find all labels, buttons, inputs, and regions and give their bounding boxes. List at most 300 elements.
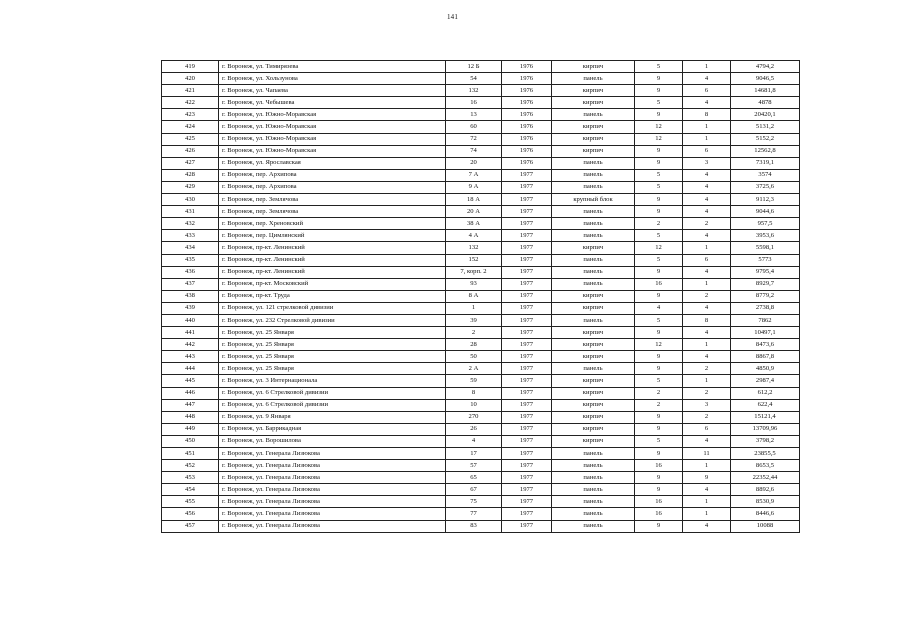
table-row [162, 435, 800, 447]
house-number-cell: 59 [446, 375, 502, 387]
address-cell: г. Воронеж, ул. Баррикадная [219, 423, 446, 435]
row-number-cell: 446 [162, 387, 219, 399]
total-area-cell: 13709,96 [731, 423, 800, 435]
wall-material-cell: кирпич [552, 97, 635, 109]
total-area-cell: 20420,1 [731, 109, 800, 121]
floors-cell: 4 [635, 302, 683, 314]
build-year-cell: 1977 [502, 435, 552, 447]
floors-cell: 2 [635, 387, 683, 399]
floors-cell: 2 [635, 399, 683, 411]
address-cell: г. Воронеж, ул. 9 Января [219, 411, 446, 423]
floors-cell: 12 [635, 133, 683, 145]
page-number: 141 [446, 13, 459, 21]
floors-cell: 9 [635, 484, 683, 496]
floors-cell: 9 [635, 411, 683, 423]
entrances-cell: 1 [683, 375, 731, 387]
house-number-cell: 75 [446, 496, 502, 508]
house-number-cell: 13 [446, 109, 502, 121]
table-row [162, 290, 800, 302]
wall-material-cell: панель [552, 448, 635, 460]
floors-cell: 5 [635, 254, 683, 266]
build-year-cell: 1977 [502, 254, 552, 266]
address-cell: г. Воронеж, пр-кт. Труда [219, 290, 446, 302]
entrances-cell: 1 [683, 278, 731, 290]
house-number-cell: 17 [446, 448, 502, 460]
table-row [162, 266, 800, 278]
total-area-cell: 2987,4 [731, 375, 800, 387]
housing-registry-table [161, 60, 800, 533]
build-year-cell: 1977 [502, 399, 552, 411]
house-number-cell: 54 [446, 73, 502, 85]
floors-cell: 5 [635, 375, 683, 387]
row-number-cell: 434 [162, 242, 219, 254]
total-area-cell: 15121,4 [731, 411, 800, 423]
house-number-cell: 8 [446, 387, 502, 399]
table-row [162, 85, 800, 97]
total-area-cell: 8779,2 [731, 290, 800, 302]
build-year-cell: 1977 [502, 266, 552, 278]
build-year-cell: 1976 [502, 97, 552, 109]
wall-material-cell: панель [552, 472, 635, 484]
address-cell: г. Воронеж, ул. 3 Интернационала [219, 375, 446, 387]
address-cell: г. Воронеж, ул. Хользунова [219, 73, 446, 85]
house-number-cell: 57 [446, 460, 502, 472]
address-cell: г. Воронеж, пер. Цимлянский [219, 230, 446, 242]
total-area-cell: 5598,1 [731, 242, 800, 254]
house-number-cell: 20 А [446, 206, 502, 218]
address-cell: г. Воронеж, ул. Чебышева [219, 97, 446, 109]
address-cell: г. Воронеж, ул. 25 Января [219, 351, 446, 363]
house-number-cell: 4 [446, 435, 502, 447]
table-row [162, 363, 800, 375]
floors-cell: 16 [635, 278, 683, 290]
total-area-cell: 10497,1 [731, 327, 800, 339]
build-year-cell: 1977 [502, 387, 552, 399]
total-area-cell: 5152,2 [731, 133, 800, 145]
build-year-cell: 1977 [502, 314, 552, 326]
address-cell: г. Воронеж, ул. Генерала Лизюкова [219, 448, 446, 460]
table-row [162, 302, 800, 314]
house-number-cell: 132 [446, 242, 502, 254]
house-number-cell: 1 [446, 302, 502, 314]
table-row [162, 169, 800, 181]
entrances-cell: 11 [683, 448, 731, 460]
entrances-cell: 4 [683, 230, 731, 242]
table-row [162, 242, 800, 254]
row-number-cell: 450 [162, 435, 219, 447]
row-number-cell: 428 [162, 169, 219, 181]
house-number-cell: 28 [446, 339, 502, 351]
wall-material-cell: кирпич [552, 133, 635, 145]
row-number-cell: 440 [162, 314, 219, 326]
entrances-cell: 2 [683, 387, 731, 399]
address-cell: г. Воронеж, ул. Южно-Моравская [219, 145, 446, 157]
address-cell: г. Воронеж, ул. 25 Января [219, 363, 446, 375]
house-number-cell: 60 [446, 121, 502, 133]
build-year-cell: 1977 [502, 363, 552, 375]
build-year-cell: 1977 [502, 206, 552, 218]
total-area-cell: 9795,4 [731, 266, 800, 278]
house-number-cell: 67 [446, 484, 502, 496]
address-cell: г. Воронеж, ул. Генерала Лизюкова [219, 484, 446, 496]
entrances-cell: 1 [683, 61, 731, 73]
floors-cell: 9 [635, 290, 683, 302]
row-number-cell: 423 [162, 109, 219, 121]
total-area-cell: 3798,2 [731, 435, 800, 447]
table-row [162, 97, 800, 109]
row-number-cell: 433 [162, 230, 219, 242]
entrances-cell: 4 [683, 351, 731, 363]
table-row [162, 460, 800, 472]
floors-cell: 9 [635, 520, 683, 532]
floors-cell: 9 [635, 448, 683, 460]
total-area-cell: 3574 [731, 169, 800, 181]
build-year-cell: 1977 [502, 290, 552, 302]
floors-cell: 5 [635, 314, 683, 326]
address-cell: г. Воронеж, пер. Архипова [219, 169, 446, 181]
wall-material-cell: кирпич [552, 351, 635, 363]
entrances-cell: 8 [683, 109, 731, 121]
table-row [162, 133, 800, 145]
wall-material-cell: панель [552, 254, 635, 266]
entrances-cell: 4 [683, 73, 731, 85]
wall-material-cell: панель [552, 218, 635, 230]
row-number-cell: 422 [162, 97, 219, 109]
wall-material-cell: панель [552, 157, 635, 169]
address-cell: г. Воронеж, ул. Генерала Лизюкова [219, 508, 446, 520]
total-area-cell: 12562,8 [731, 145, 800, 157]
house-number-cell: 20 [446, 157, 502, 169]
row-number-cell: 429 [162, 181, 219, 193]
row-number-cell: 452 [162, 460, 219, 472]
build-year-cell: 1976 [502, 73, 552, 85]
table-row [162, 387, 800, 399]
address-cell: г. Воронеж, ул. Южно-Моравская [219, 109, 446, 121]
total-area-cell: 4794,2 [731, 61, 800, 73]
house-number-cell: 7, корп. 2 [446, 266, 502, 278]
entrances-cell: 4 [683, 169, 731, 181]
row-number-cell: 431 [162, 206, 219, 218]
table-row [162, 399, 800, 411]
address-cell: г. Воронеж, ул. 25 Января [219, 327, 446, 339]
address-cell: г. Воронеж, ул. 232 Стрелковой дивизии [219, 314, 446, 326]
total-area-cell: 9044,6 [731, 206, 800, 218]
wall-material-cell: кирпич [552, 145, 635, 157]
build-year-cell: 1977 [502, 169, 552, 181]
total-area-cell: 2738,8 [731, 302, 800, 314]
house-number-cell: 18 А [446, 194, 502, 206]
table-row [162, 121, 800, 133]
address-cell: г. Воронеж, ул. 121 стрелковой дивизии [219, 302, 446, 314]
house-number-cell: 93 [446, 278, 502, 290]
total-area-cell: 14681,8 [731, 85, 800, 97]
row-number-cell: 419 [162, 61, 219, 73]
build-year-cell: 1977 [502, 508, 552, 520]
house-number-cell: 10 [446, 399, 502, 411]
wall-material-cell: крупный блок [552, 194, 635, 206]
address-cell: г. Воронеж, ул. Генерала Лизюкова [219, 460, 446, 472]
row-number-cell: 437 [162, 278, 219, 290]
table-row [162, 206, 800, 218]
row-number-cell: 444 [162, 363, 219, 375]
total-area-cell: 5773 [731, 254, 800, 266]
build-year-cell: 1977 [502, 194, 552, 206]
table-row [162, 254, 800, 266]
build-year-cell: 1977 [502, 181, 552, 193]
floors-cell: 9 [635, 206, 683, 218]
wall-material-cell: кирпич [552, 435, 635, 447]
total-area-cell: 4878 [731, 97, 800, 109]
address-cell: г. Воронеж, пр-кт. Ленинский [219, 242, 446, 254]
build-year-cell: 1976 [502, 61, 552, 73]
floors-cell: 9 [635, 157, 683, 169]
wall-material-cell: панель [552, 314, 635, 326]
table-row [162, 194, 800, 206]
build-year-cell: 1977 [502, 375, 552, 387]
wall-material-cell: панель [552, 206, 635, 218]
floors-cell: 12 [635, 339, 683, 351]
house-number-cell: 2 [446, 327, 502, 339]
house-number-cell: 8 А [446, 290, 502, 302]
total-area-cell: 22352,44 [731, 472, 800, 484]
floors-cell: 9 [635, 266, 683, 278]
wall-material-cell: панель [552, 73, 635, 85]
row-number-cell: 426 [162, 145, 219, 157]
entrances-cell: 1 [683, 496, 731, 508]
entrances-cell: 3 [683, 157, 731, 169]
wall-material-cell: панель [552, 508, 635, 520]
house-number-cell: 2 А [446, 363, 502, 375]
build-year-cell: 1976 [502, 133, 552, 145]
floors-cell: 12 [635, 242, 683, 254]
entrances-cell: 4 [683, 520, 731, 532]
wall-material-cell: кирпич [552, 327, 635, 339]
build-year-cell: 1977 [502, 411, 552, 423]
row-number-cell: 455 [162, 496, 219, 508]
row-number-cell: 436 [162, 266, 219, 278]
wall-material-cell: кирпич [552, 85, 635, 97]
entrances-cell: 6 [683, 423, 731, 435]
build-year-cell: 1976 [502, 109, 552, 121]
entrances-cell: 4 [683, 435, 731, 447]
table-row [162, 339, 800, 351]
build-year-cell: 1976 [502, 157, 552, 169]
table-row [162, 145, 800, 157]
build-year-cell: 1976 [502, 85, 552, 97]
address-cell: г. Воронеж, ул. Тимирязева [219, 61, 446, 73]
wall-material-cell: кирпич [552, 302, 635, 314]
floors-cell: 5 [635, 169, 683, 181]
wall-material-cell: панель [552, 266, 635, 278]
wall-material-cell: панель [552, 496, 635, 508]
wall-material-cell: кирпич [552, 339, 635, 351]
entrances-cell: 6 [683, 85, 731, 97]
row-number-cell: 430 [162, 194, 219, 206]
floors-cell: 9 [635, 351, 683, 363]
entrances-cell: 4 [683, 181, 731, 193]
total-area-cell: 23855,5 [731, 448, 800, 460]
table-row [162, 314, 800, 326]
total-area-cell: 957,5 [731, 218, 800, 230]
house-number-cell: 16 [446, 97, 502, 109]
address-cell: г. Воронеж, ул. Генерала Лизюкова [219, 496, 446, 508]
floors-cell: 2 [635, 218, 683, 230]
floors-cell: 16 [635, 460, 683, 472]
row-number-cell: 435 [162, 254, 219, 266]
floors-cell: 5 [635, 435, 683, 447]
floors-cell: 9 [635, 85, 683, 97]
total-area-cell: 8530,9 [731, 496, 800, 508]
address-cell: г. Воронеж, ул. Южно-Моравская [219, 133, 446, 145]
house-number-cell: 132 [446, 85, 502, 97]
build-year-cell: 1977 [502, 484, 552, 496]
wall-material-cell: панель [552, 363, 635, 375]
house-number-cell: 65 [446, 472, 502, 484]
entrances-cell: 1 [683, 339, 731, 351]
floors-cell: 5 [635, 61, 683, 73]
build-year-cell: 1977 [502, 339, 552, 351]
address-cell: г. Воронеж, ул. Чапаева [219, 85, 446, 97]
floors-cell: 5 [635, 230, 683, 242]
total-area-cell: 8473,6 [731, 339, 800, 351]
row-number-cell: 420 [162, 73, 219, 85]
floors-cell: 9 [635, 145, 683, 157]
house-number-cell: 72 [446, 133, 502, 145]
floors-cell: 9 [635, 423, 683, 435]
address-cell: г. Воронеж, пр-кт. Московский [219, 278, 446, 290]
build-year-cell: 1977 [502, 218, 552, 230]
row-number-cell: 421 [162, 85, 219, 97]
table-row [162, 520, 800, 532]
build-year-cell: 1977 [502, 302, 552, 314]
address-cell: г. Воронеж, пер. Хреновский [219, 218, 446, 230]
table-row [162, 73, 800, 85]
wall-material-cell: кирпич [552, 411, 635, 423]
wall-material-cell: кирпич [552, 121, 635, 133]
build-year-cell: 1977 [502, 351, 552, 363]
floors-cell: 5 [635, 181, 683, 193]
total-area-cell: 9112,3 [731, 194, 800, 206]
table-row [162, 423, 800, 435]
address-cell: г. Воронеж, пер. Землячова [219, 206, 446, 218]
wall-material-cell: панель [552, 109, 635, 121]
floors-cell: 5 [635, 97, 683, 109]
row-number-cell: 442 [162, 339, 219, 351]
entrances-cell: 9 [683, 472, 731, 484]
row-number-cell: 457 [162, 520, 219, 532]
total-area-cell: 8653,5 [731, 460, 800, 472]
wall-material-cell: панель [552, 169, 635, 181]
table-row [162, 109, 800, 121]
row-number-cell: 454 [162, 484, 219, 496]
entrances-cell: 2 [683, 290, 731, 302]
table-row [162, 157, 800, 169]
floors-cell: 9 [635, 327, 683, 339]
table-row [162, 411, 800, 423]
build-year-cell: 1977 [502, 448, 552, 460]
wall-material-cell: кирпич [552, 423, 635, 435]
total-area-cell: 622,4 [731, 399, 800, 411]
address-cell: г. Воронеж, ул. 6 Стрелковой дивизии [219, 399, 446, 411]
entrances-cell: 8 [683, 314, 731, 326]
house-number-cell: 39 [446, 314, 502, 326]
row-number-cell: 448 [162, 411, 219, 423]
row-number-cell: 439 [162, 302, 219, 314]
table-row [162, 351, 800, 363]
build-year-cell: 1977 [502, 327, 552, 339]
wall-material-cell: панель [552, 460, 635, 472]
table-row [162, 61, 800, 73]
house-number-cell: 152 [446, 254, 502, 266]
total-area-cell: 8867,8 [731, 351, 800, 363]
row-number-cell: 445 [162, 375, 219, 387]
wall-material-cell: кирпич [552, 61, 635, 73]
row-number-cell: 456 [162, 508, 219, 520]
total-area-cell: 4850,9 [731, 363, 800, 375]
table-row [162, 218, 800, 230]
wall-material-cell: панель [552, 181, 635, 193]
total-area-cell: 612,2 [731, 387, 800, 399]
entrances-cell: 2 [683, 218, 731, 230]
wall-material-cell: кирпич [552, 387, 635, 399]
entrances-cell: 3 [683, 399, 731, 411]
house-number-cell: 77 [446, 508, 502, 520]
entrances-cell: 4 [683, 484, 731, 496]
row-number-cell: 447 [162, 399, 219, 411]
table-row [162, 484, 800, 496]
build-year-cell: 1977 [502, 278, 552, 290]
house-number-cell: 83 [446, 520, 502, 532]
floors-cell: 16 [635, 508, 683, 520]
table-row [162, 472, 800, 484]
build-year-cell: 1977 [502, 520, 552, 532]
address-cell: г. Воронеж, пер. Архипова [219, 181, 446, 193]
total-area-cell: 8446,6 [731, 508, 800, 520]
total-area-cell: 7862 [731, 314, 800, 326]
row-number-cell: 427 [162, 157, 219, 169]
entrances-cell: 4 [683, 97, 731, 109]
wall-material-cell: кирпич [552, 375, 635, 387]
address-cell: г. Воронеж, ул. Генерала Лизюкова [219, 520, 446, 532]
house-number-cell: 270 [446, 411, 502, 423]
table-row [162, 278, 800, 290]
entrances-cell: 1 [683, 242, 731, 254]
entrances-cell: 6 [683, 254, 731, 266]
row-number-cell: 441 [162, 327, 219, 339]
address-cell: г. Воронеж, ул. 25 Января [219, 339, 446, 351]
table-row [162, 448, 800, 460]
house-number-cell: 7 А [446, 169, 502, 181]
row-number-cell: 449 [162, 423, 219, 435]
address-cell: г. Воронеж, ул. Южно-Моравская [219, 121, 446, 133]
house-number-cell: 12 Б [446, 61, 502, 73]
entrances-cell: 4 [683, 302, 731, 314]
entrances-cell: 1 [683, 121, 731, 133]
floors-cell: 9 [635, 109, 683, 121]
total-area-cell: 7319,1 [731, 157, 800, 169]
entrances-cell: 4 [683, 206, 731, 218]
table-body [162, 61, 800, 533]
floors-cell: 9 [635, 194, 683, 206]
floors-cell: 9 [635, 363, 683, 375]
build-year-cell: 1977 [502, 496, 552, 508]
build-year-cell: 1977 [502, 423, 552, 435]
entrances-cell: 4 [683, 327, 731, 339]
house-number-cell: 38 А [446, 218, 502, 230]
address-cell: г. Воронеж, ул. 6 Стрелковой дивизии [219, 387, 446, 399]
house-number-cell: 74 [446, 145, 502, 157]
total-area-cell: 9046,5 [731, 73, 800, 85]
